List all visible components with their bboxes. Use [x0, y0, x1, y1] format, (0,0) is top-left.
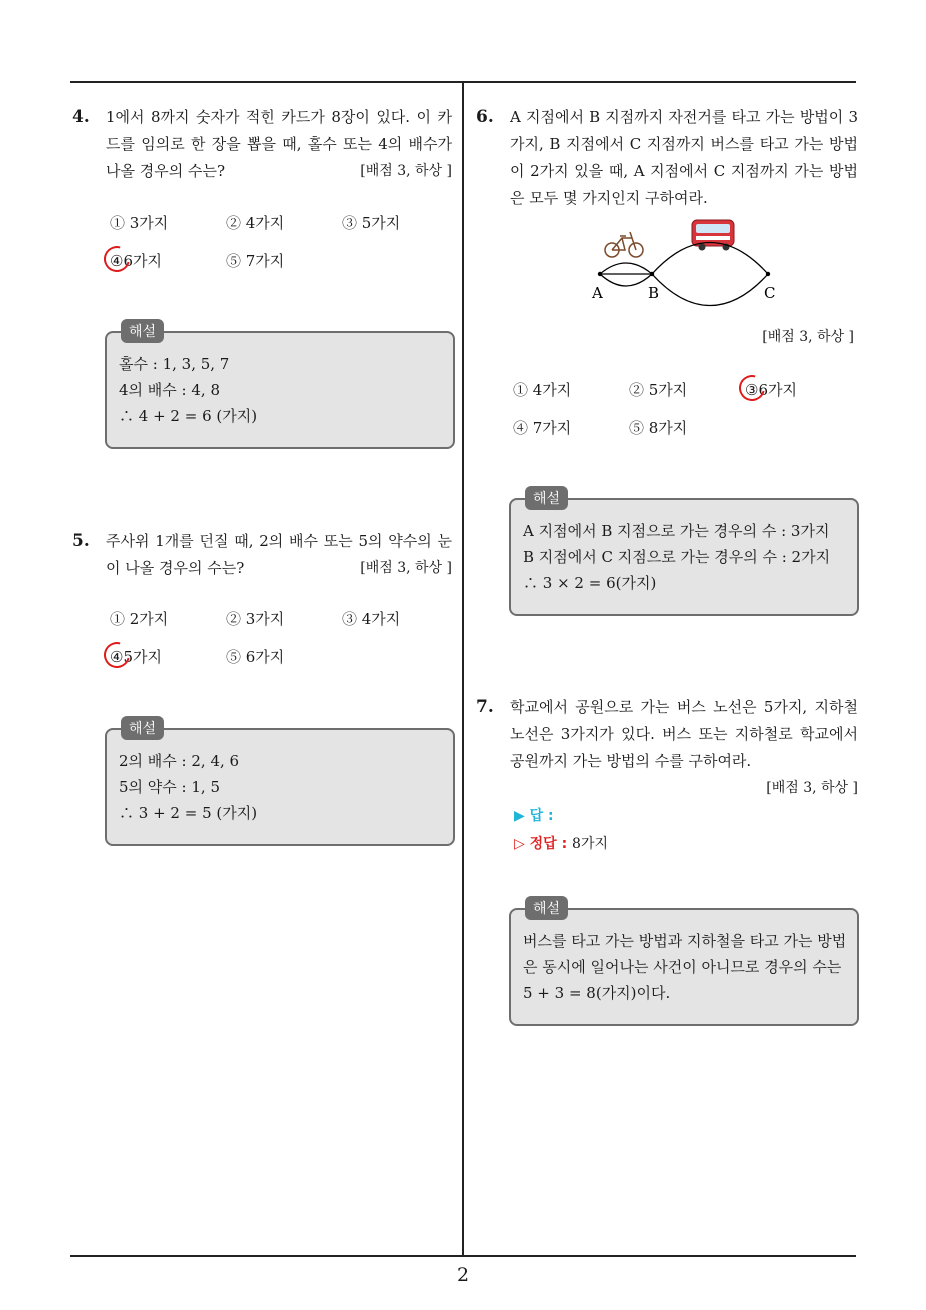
solution-box-5	[105, 721, 455, 846]
answer-circle-mark	[99, 241, 135, 277]
question-5	[72, 528, 452, 582]
solution-line: ∴ 3 + 2 = 5 (가지)	[119, 804, 258, 822]
route-diagram	[580, 212, 800, 308]
choice-3[interactable]: ③6가지	[745, 379, 797, 400]
choice-3[interactable]: ③ 5가지	[342, 214, 401, 232]
point-label-c: C	[764, 284, 776, 302]
question-number: 7.	[476, 697, 494, 717]
bottom-rule	[70, 1255, 856, 1257]
score-label-6: [배점 3, 하상 ]	[762, 329, 854, 345]
solution-line: 4의 배수 : 4, 8	[119, 381, 220, 399]
question-text: 1에서 8까지 숫자가 적힌 카드가 8장이 있다. 이 카드를 임의로 한 장을 뽑을 때, 홀수 또는 4의 배수가 나올 경우의 수는?	[106, 108, 452, 180]
choice-2[interactable]: ② 5가지	[629, 381, 688, 399]
solution-line: ∴ 4 + 2 = 6 (가지)	[119, 407, 258, 425]
question-4	[72, 104, 452, 185]
choice-5[interactable]: ⑤ 8가지	[629, 419, 688, 437]
question-text: 주사위 1개를 던질 때, 2의 배수 또는 5의 약수의 눈이 나올 경우의 수는?	[106, 532, 452, 577]
solution-box-7	[509, 901, 859, 1026]
question-text: 학교에서 공원으로 가는 버스 노선은 5가지, 지하철 노선은 3가지가 있다. 버스 또는 지하철로 학교에서 공원까지 가는 방법의 수를 구하여라.	[510, 698, 858, 770]
choice-1[interactable]: ① 3가지	[110, 214, 169, 232]
question-number: 6.	[476, 107, 494, 127]
correct-answer	[514, 833, 608, 853]
question-number: 5.	[72, 531, 90, 551]
answer-label: ▶ 답 :	[514, 808, 554, 824]
score-label: [배점 3, 하상 ]	[360, 163, 452, 179]
solution-box-4	[105, 324, 455, 449]
page-number: 2	[456, 1264, 470, 1286]
choice-2[interactable]: ② 3가지	[226, 610, 285, 628]
point-label-a: A	[592, 284, 603, 302]
solution-tab: 해설	[121, 319, 164, 343]
question-7	[476, 694, 858, 802]
score-label: [배점 3, 하상 ]	[360, 560, 452, 576]
solution-line: 홀수 : 1, 3, 5, 7	[119, 355, 230, 373]
solution-line: ∴ 3 × 2 = 6(가지)	[523, 574, 657, 592]
choice-1[interactable]: ① 2가지	[110, 610, 169, 628]
solution-line: A 지점에서 B 지점으로 가는 경우의 수 : 3가지	[523, 522, 830, 540]
correct-value: 8가지	[572, 836, 609, 852]
bicycle-icon	[605, 232, 643, 257]
choice-1[interactable]: ① 4가지	[513, 381, 572, 399]
solution-tab: 해설	[525, 896, 568, 920]
solution-line: 5의 약수 : 1, 5	[119, 778, 220, 796]
solution-tab: 해설	[525, 486, 568, 510]
question-text: A 지점에서 B 지점까지 자전거를 타고 가는 방법이 3가지, B 지점에서 C 지점까지 버스를 타고 가는 방법이 2가지 있을 때, A 지점에서 C 지점까지 가는 방법은 모두 몇 가지인지 구하여라.	[510, 108, 858, 207]
score-label: [배점 3, 하상 ]	[766, 780, 858, 796]
answer-circle-mark	[734, 370, 770, 406]
correct-label: ▷ 정답 :	[514, 836, 568, 852]
question-6	[476, 104, 858, 212]
solution-line: 은 동시에 일어나는 사건이 아니므로 경우의 수는	[523, 958, 842, 976]
solution-line: 5 + 3 = 8(가지)이다.	[523, 984, 671, 1002]
choice-5[interactable]: ⑤ 7가지	[226, 252, 285, 270]
solution-line: 2의 배수 : 2, 4, 6	[119, 752, 240, 770]
choice-3[interactable]: ③ 4가지	[342, 610, 401, 628]
choice-4[interactable]: ④6가지	[110, 250, 162, 271]
choice-2[interactable]: ② 4가지	[226, 214, 285, 232]
question-number: 4.	[72, 107, 90, 127]
solution-line: 버스를 타고 가는 방법과 지하철을 타고 가는 방법	[523, 932, 847, 950]
solution-line: B 지점에서 C 지점으로 가는 경우의 수 : 2가지	[523, 548, 831, 566]
column-divider	[462, 82, 464, 1256]
choice-4[interactable]: ④ 7가지	[513, 419, 572, 437]
solution-tab: 해설	[121, 716, 164, 740]
solution-box-6	[509, 491, 859, 616]
choice-5[interactable]: ⑤ 6가지	[226, 648, 285, 666]
answer-circle-mark	[99, 637, 135, 673]
point-label-b: B	[648, 284, 660, 302]
choice-4[interactable]: ④5가지	[110, 646, 162, 667]
